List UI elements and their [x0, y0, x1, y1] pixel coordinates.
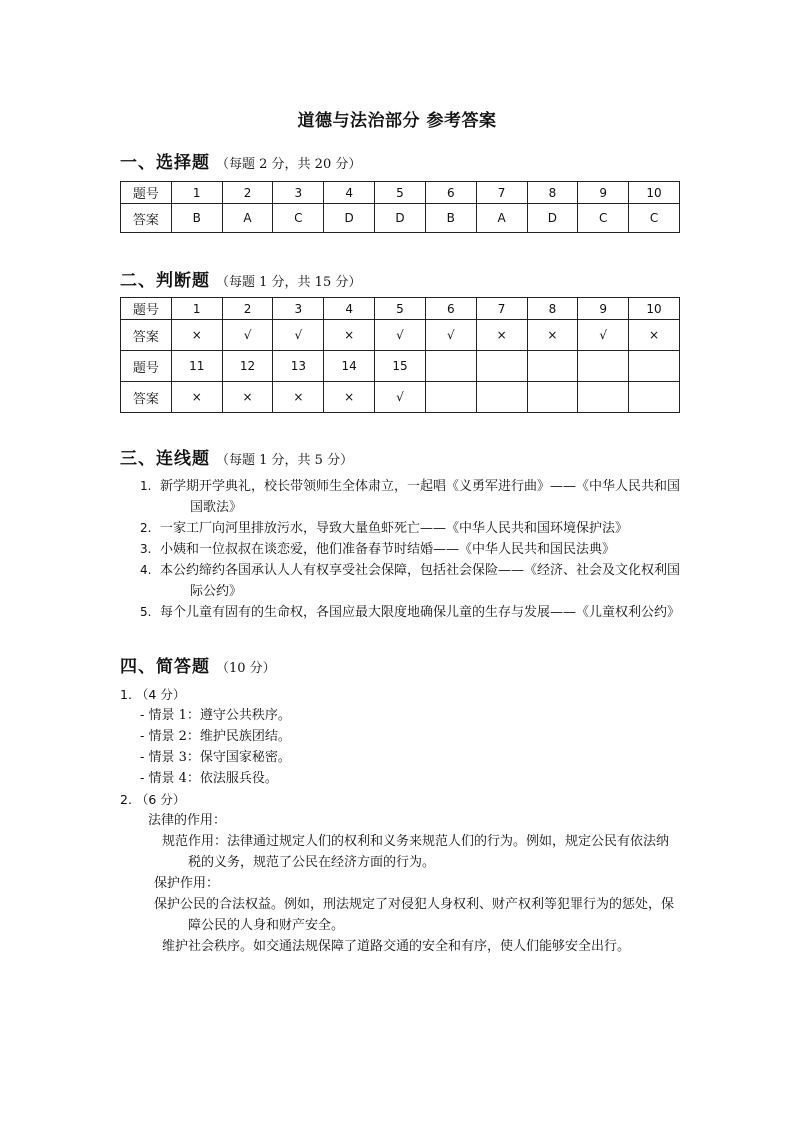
law-role-heading: 法律的作用： [148, 813, 227, 828]
answer-cell: × [629, 320, 680, 351]
item-number: 5. [140, 605, 152, 619]
page-title: 道德与法治部分 参考答案 [297, 111, 497, 131]
section-title: 二、判断题 [120, 271, 210, 291]
row-label-question: 题号 [121, 351, 172, 382]
answer-cell: B [425, 204, 476, 233]
answer-cell: × [222, 382, 273, 413]
item-text: 一家工厂向河里排放污水，导致大量鱼虾死亡——《中华人民共和国环境保护法》 [160, 521, 629, 536]
normative-role-text: 规范作用：法律通过规定人们的权利和义务来规范人们的行为。例如，规定公民有依法纳税的义务，规范了公民在经济方面的行为。 [162, 834, 670, 870]
section-title: 三、连线题 [120, 449, 210, 469]
answer-cell: × [527, 320, 578, 351]
scene-answer: - 情景 3：保守国家秘密。 [140, 750, 291, 765]
social-order-text: 维护社会秩序。如交通法规保障了道路交通的安全和有序，使人们能够安全出行。 [162, 939, 631, 954]
item-number: 2. [140, 521, 152, 535]
answer-cell: × [324, 382, 375, 413]
answer-cell: √ [273, 320, 324, 351]
question-number: 2 [222, 182, 273, 204]
question-number: 13 [273, 351, 324, 382]
item-text: 新学期开学典礼，校长带领师生全体肃立，一起唱《义勇军进行曲》——《中华人民共和国国歌法》 [160, 479, 681, 515]
empty-cell [527, 382, 578, 413]
empty-cell [425, 382, 476, 413]
empty-cell [527, 351, 578, 382]
answer-cell: C [629, 204, 680, 233]
question-number: 10 [629, 298, 680, 320]
list-item [120, 518, 685, 539]
list-item [120, 602, 685, 623]
answer-cell: × [476, 320, 527, 351]
list-item [120, 539, 685, 560]
question-number: 10 [629, 182, 680, 204]
question-number: 2 [222, 298, 273, 320]
question-number: 9 [578, 298, 629, 320]
scene-answer: - 情景 2：维护民族团结。 [140, 729, 291, 744]
empty-cell [629, 382, 680, 413]
scene-answer: - 情景 1：遵守公共秩序。 [140, 708, 291, 723]
item-number: 3. [140, 542, 152, 556]
item-number: 1. [140, 479, 152, 493]
answer-cell: × [171, 320, 222, 351]
question-number: 6 [425, 298, 476, 320]
answer-cell: √ [375, 320, 426, 351]
section-note: （每题 2 分，共 20 分） [216, 157, 362, 172]
empty-cell [578, 382, 629, 413]
question-number: 7 [476, 298, 527, 320]
protective-role-text: 保护公民的合法权益。例如，刑法规定了对侵犯人身权利、财产权利等犯罪行为的惩处，保障公民的人身和财产安全。 [154, 897, 675, 933]
choice-answer-table [120, 181, 680, 233]
row-label-question: 题号 [121, 182, 172, 204]
item-number: 4. [140, 563, 152, 577]
row-label-question: 题号 [121, 298, 172, 320]
list-item [120, 476, 685, 518]
answer-cell: √ [375, 382, 426, 413]
answer-cell: D [324, 204, 375, 233]
question-label: 2. （6 分） [120, 792, 186, 807]
section-heading-short-answer [120, 652, 276, 677]
question-number: 11 [171, 351, 222, 382]
item-text: 每个儿童有固有的生命权，各国应最大限度地确保儿童的生存与发展——《儿童权利公约》 [160, 605, 681, 620]
question-number: 1 [171, 182, 222, 204]
matching-answer-list [120, 476, 685, 623]
answer-cell: √ [578, 320, 629, 351]
question-number: 1 [171, 298, 222, 320]
answer-cell: B [171, 204, 222, 233]
section-title: 四、简答题 [120, 657, 210, 677]
question-number: 5 [375, 182, 426, 204]
question-number: 6 [425, 182, 476, 204]
judgment-answer-table [120, 297, 680, 413]
question-number: 8 [527, 298, 578, 320]
answer-cell: D [527, 204, 578, 233]
empty-cell [629, 351, 680, 382]
section-title: 一、选择题 [120, 153, 210, 173]
row-label-answer: 答案 [121, 320, 172, 351]
section-heading-judgment [120, 266, 361, 291]
answer-cell: √ [425, 320, 476, 351]
answer-cell: × [171, 382, 222, 413]
empty-cell [476, 382, 527, 413]
short-answer-content [120, 684, 680, 957]
list-item [120, 560, 685, 602]
question-number: 3 [273, 182, 324, 204]
answer-cell: A [222, 204, 273, 233]
answer-cell: C [578, 204, 629, 233]
question-number: 12 [222, 351, 273, 382]
row-label-answer: 答案 [121, 382, 172, 413]
answer-cell: D [375, 204, 426, 233]
item-text: 本公约缔约各国承认人人有权享受社会保障，包括社会保险——《经济、社会及文化权利国际公约》 [160, 563, 681, 599]
item-text: 小姨和一位叔叔在谈恋爱，他们准备春节时结婚——《中华人民共和国民法典》 [160, 542, 616, 557]
question-number: 14 [324, 351, 375, 382]
question-number: 8 [527, 182, 578, 204]
question-number: 7 [476, 182, 527, 204]
section-heading-matching [120, 444, 353, 469]
section-note: （每题 1 分，共 5 分） [216, 453, 354, 468]
section-note: （10 分） [216, 661, 276, 676]
question-number: 5 [375, 298, 426, 320]
question-number: 4 [324, 182, 375, 204]
question-number: 4 [324, 298, 375, 320]
question-number: 15 [375, 351, 426, 382]
section-note: （每题 1 分，共 15 分） [216, 275, 362, 290]
question-label: 1. （4 分） [120, 687, 186, 702]
question-number: 3 [273, 298, 324, 320]
row-label-answer: 答案 [121, 204, 172, 233]
section-heading-choice [120, 148, 361, 173]
question-number: 9 [578, 182, 629, 204]
scene-answer: - 情景 4：依法服兵役。 [140, 771, 278, 786]
empty-cell [425, 351, 476, 382]
answer-cell: A [476, 204, 527, 233]
answer-cell: × [324, 320, 375, 351]
protective-role-heading: 保护作用： [154, 876, 220, 891]
answer-cell: √ [222, 320, 273, 351]
answer-cell: C [273, 204, 324, 233]
empty-cell [476, 351, 527, 382]
answer-cell: × [273, 382, 324, 413]
empty-cell [578, 351, 629, 382]
